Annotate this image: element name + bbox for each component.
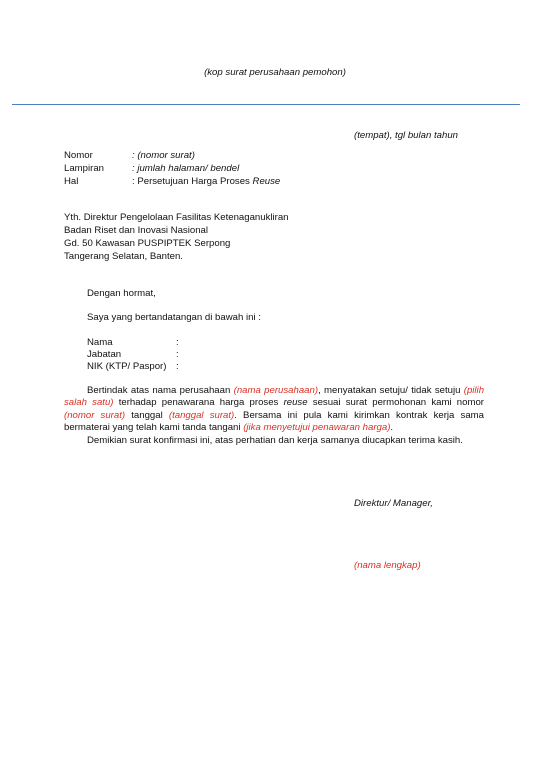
recipient-line-3: Gd. 50 Kawasan PUSPIPTEK Serpong [64,238,231,249]
body-paragraph-2: Demikian surat konfirmasi ini, atas perhatian dan kerja samanya diucapkan terima kasih. [87,435,463,446]
identity-label-nik: NIK (KTP/ Paspor) [87,361,167,372]
meta-value-lampiran: : jumlah halaman/ bendel [132,163,240,174]
letterhead-placeholder: (kop surat perusahaan pemohon) [204,67,346,78]
placeholder-letter-date: (tanggal surat) [168,409,235,421]
letterhead-divider [12,104,520,105]
meta-label-hal: Hal [64,176,79,187]
body-p1-text-k: . Bersama ini pula kami kirimkan kontrak kerja sama bermaterai yang telah kami tanda tangani [64,409,484,434]
meta-value-hal-italic: Reuse [252,176,281,187]
identity-label-jabatan: Jabatan [87,349,122,360]
recipient-line-2: Badan Riset dan Inovasi Nasional [64,225,208,236]
signature-title: Direktur/ Manager, [354,498,433,509]
body-p1-text-c: , menyatakan setuju/ tidak setuju [318,385,464,396]
placeholder-if-agreeing: (jika menyetujui penawaran harga) [243,422,391,434]
placeholder-letter-number: (nomor surat) [64,409,126,421]
body-p1-text-a: Bertindak atas nama perusahaan [87,385,234,396]
intro-line: Saya yang bertandatangan di bawah ini : [87,312,261,323]
body-p1-text-i: tanggal [125,409,169,421]
body-p1-text-m: . [390,422,394,434]
placeholder-company-name: (nama perusahaan) [233,385,319,396]
identity-colon-nama: : [176,337,179,348]
signature-name-placeholder: (nama lengkap) [354,560,421,571]
meta-label-lampiran: Lampiran [64,163,104,174]
placeholder-choose-one: (pilih salah satu) [64,385,485,409]
body-paragraph-1 [64,385,484,435]
place-date-line: (tempat), tgl bulan tahun [354,130,458,141]
identity-colon-jabatan: : [176,349,179,360]
body-p1-text-e: terhadap penawarana harga proses [113,397,284,409]
salutation: Dengan hormat, [87,288,156,299]
meta-value-nomor: : (nomor surat) [132,150,195,161]
meta-value-hal-text: : Persetujuan Harga Proses [132,176,253,187]
identity-label-nama: Nama [87,337,113,348]
meta-value-hal [132,176,280,188]
recipient-line-1: Yth. Direktur Pengelolaan Fasilitas Ketenaganukliran [64,212,289,223]
body-p1-reuse-italic: reuse [283,397,308,409]
body-p1-text-g: sesuai surat permohonan kami nomor [307,397,484,409]
identity-colon-nik: : [176,361,179,372]
recipient-line-4: Tangerang Selatan, Banten. [64,251,183,262]
meta-label-nomor: Nomor [64,150,93,161]
